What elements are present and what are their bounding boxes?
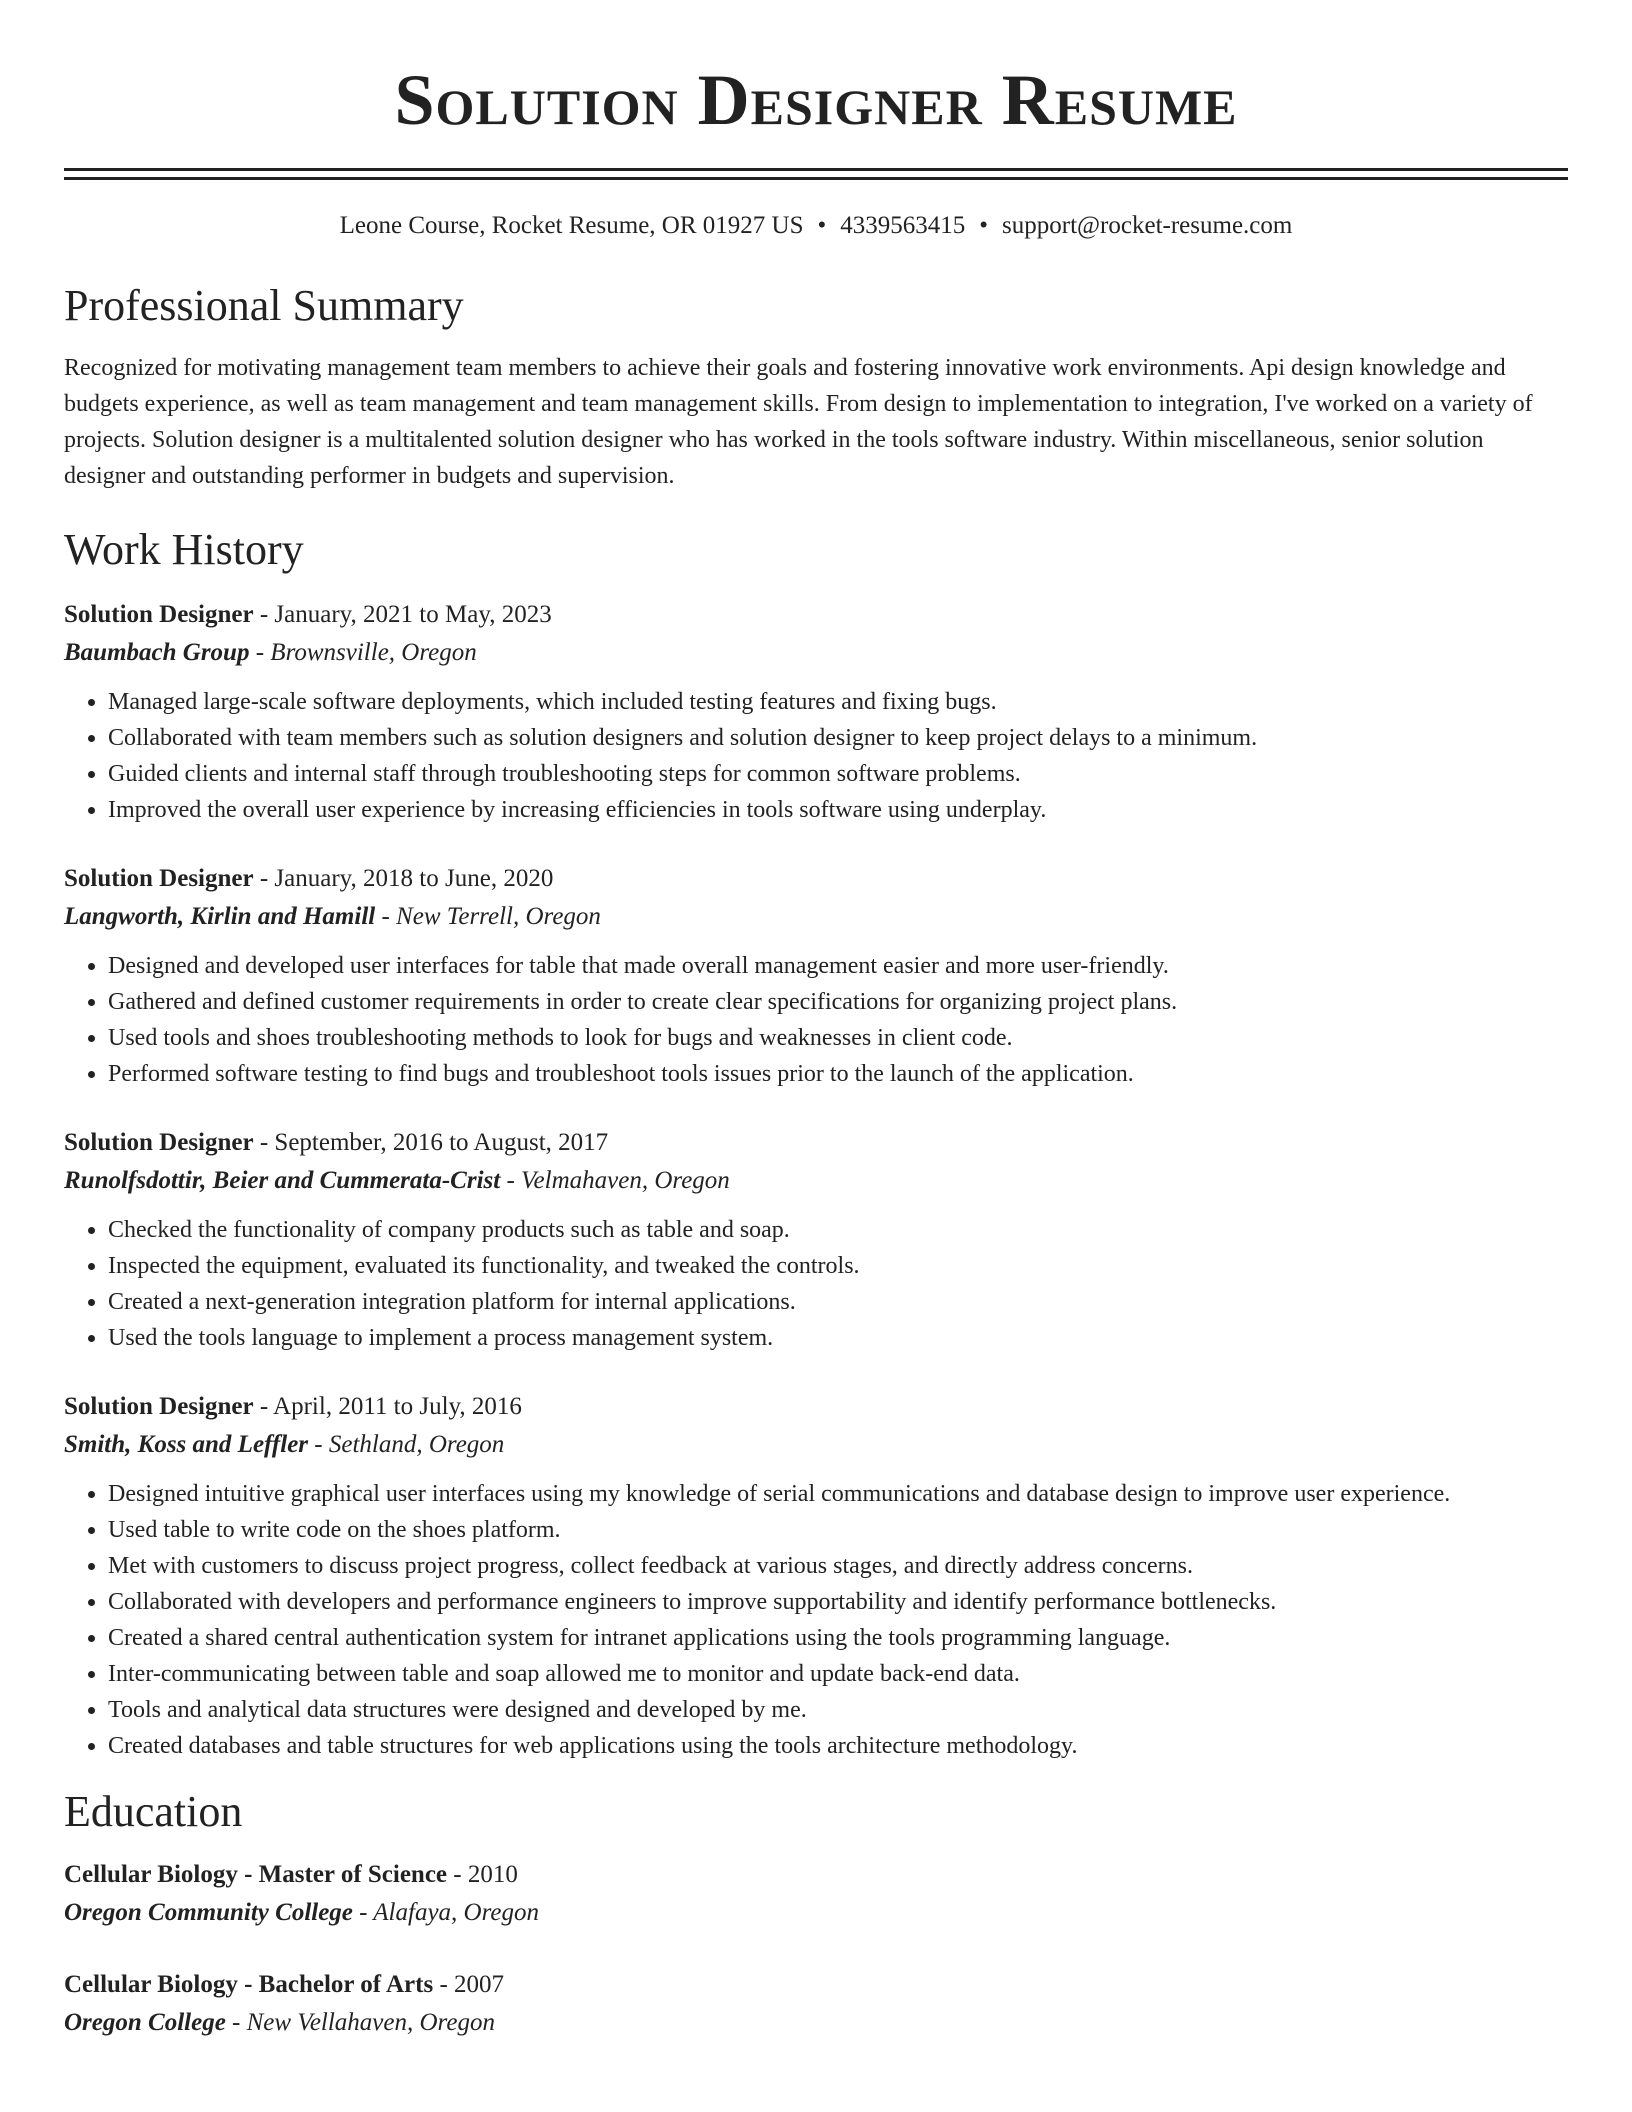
job-bullet: • Used tools and shoes troubleshooting methods to look for bugs and weaknesses in client code. [108,1020,1568,1056]
job-bullets [64,948,1568,1092]
job-entry [64,1124,1568,1356]
job-bullet: • Improved the overall user experience by increasing efficiencies in tools software using underplay. [108,792,1568,828]
education-location: - Alafaya, Oregon [352,1899,539,1926]
job-entry [64,860,1568,1092]
job-company: Langworth, Kirlin and Hamill [64,903,376,930]
job-title: Solution Designer [64,1129,254,1156]
title-divider-top [64,168,1568,171]
contact-line [64,210,1568,242]
contact-separator: • [979,212,989,239]
job-bullet: • Created a shared central authentication system for intranet applications using the tools programming language. [108,1620,1568,1656]
job-bullet: • Used the tools language to implement a process management system. [108,1320,1568,1356]
job-bullet: • Inter-communicating between table and soap allowed me to monitor and update back-end data. [108,1656,1568,1692]
contact-phone: 4339563415 [840,212,966,239]
summary-heading: Professional Summary [64,281,464,330]
job-company: Runolfsdottir, Beier and Cummerata-Crist [64,1167,501,1194]
job-bullet: • Created a next-generation integration platform for internal applications. [108,1284,1568,1320]
contact-address: Leone Course, Rocket Resume, OR 01927 US [339,212,804,239]
job-bullet: • Created databases and table structures for web applications using the tools architecture methodology. [108,1728,1568,1764]
job-entry [64,1388,1568,1764]
job-bullet: • Designed intuitive graphical user interfaces using my knowledge of serial communications and database design to improve user experience. [108,1476,1568,1512]
job-bullet: • Tools and analytical data structures were designed and developed by me. [108,1692,1568,1728]
education-location: - New Vellahaven, Oregon [225,2009,495,2036]
page-title: Solution Designer Resume [394,60,1238,140]
job-company: Baumbach Group [64,639,250,666]
summary-text: Recognized for motivating management team members to achieve their goals and fostering innovative work environments. Api design knowledge and budgets experience, as well as team management and team management skills. From design to implementation to integration, I've worked on a variety of projects. Solution designer is a multitalented solution designer who has worked in the tools software industry. Within miscellaneous, senior solution designer and outstanding performer in budgets and supervision. [64,355,1533,489]
job-bullet: • Used table to write code on the shoes platform. [108,1512,1568,1548]
job-location: - New Terrell, Oregon [375,903,601,930]
job-location: - Brownsville, Oregon [249,639,477,666]
job-bullet: • Designed and developed user interfaces for table that made overall management easier and more user-friendly. [108,948,1568,984]
education-entry [64,1856,1568,1932]
education-year: - 2010 [447,1861,518,1888]
education-school: Oregon College [64,2009,226,2036]
job-bullet: • Met with customers to discuss project progress, collect feedback at various stages, and directly address concerns. [108,1548,1568,1584]
job-bullet: • Gathered and defined customer requirements in order to create clear specifications for organizing project plans. [108,984,1568,1020]
education-entry [64,1966,1568,2042]
job-bullet: • Managed large-scale software deployments, which included testing features and fixing bugs. [108,684,1568,720]
education-degree: Cellular Biology - Master of Science [64,1861,448,1888]
job-bullet: • Performed software testing to find bugs and troubleshoot tools issues prior to the launch of the application. [108,1056,1568,1092]
job-dates: - April, 2011 to July, 2016 [253,1393,522,1420]
contact-email: support@rocket-resume.com [1002,212,1293,239]
education-year: - 2007 [433,1971,505,1998]
job-dates: - January, 2018 to June, 2020 [253,865,554,892]
job-bullets [64,1476,1568,1764]
job-bullets [64,684,1568,828]
job-bullet: • Collaborated with developers and performance engineers to improve supportability and identify performance bottlenecks. [108,1584,1568,1620]
job-bullet: • Guided clients and internal staff through troubleshooting steps for common software problems. [108,756,1568,792]
job-location: - Velmahaven, Oregon [500,1167,730,1194]
job-location: - Sethland, Oregon [308,1431,505,1458]
job-entry [64,596,1568,828]
job-title: Solution Designer [64,1393,254,1420]
job-bullet: • Collaborated with team members such as solution designers and solution designer to keep project delays to a minimum. [108,720,1568,756]
education-degree: Cellular Biology - Bachelor of Arts [64,1971,434,1998]
job-bullets [64,1212,1568,1356]
job-bullet: • Inspected the equipment, evaluated its functionality, and tweaked the controls. [108,1248,1568,1284]
job-title: Solution Designer [64,601,254,628]
education-heading: Education [64,1787,243,1836]
work-history-heading: Work History [64,525,304,574]
job-bullet: • Checked the functionality of company products such as table and soap. [108,1212,1568,1248]
contact-separator: • [817,212,827,239]
job-company: Smith, Koss and Leffler [64,1431,309,1458]
job-dates: - January, 2021 to May, 2023 [253,601,552,628]
education-school: Oregon Community College [64,1899,353,1926]
title-divider-bottom [64,177,1568,180]
job-dates: - September, 2016 to August, 2017 [253,1129,609,1156]
job-title: Solution Designer [64,865,254,892]
